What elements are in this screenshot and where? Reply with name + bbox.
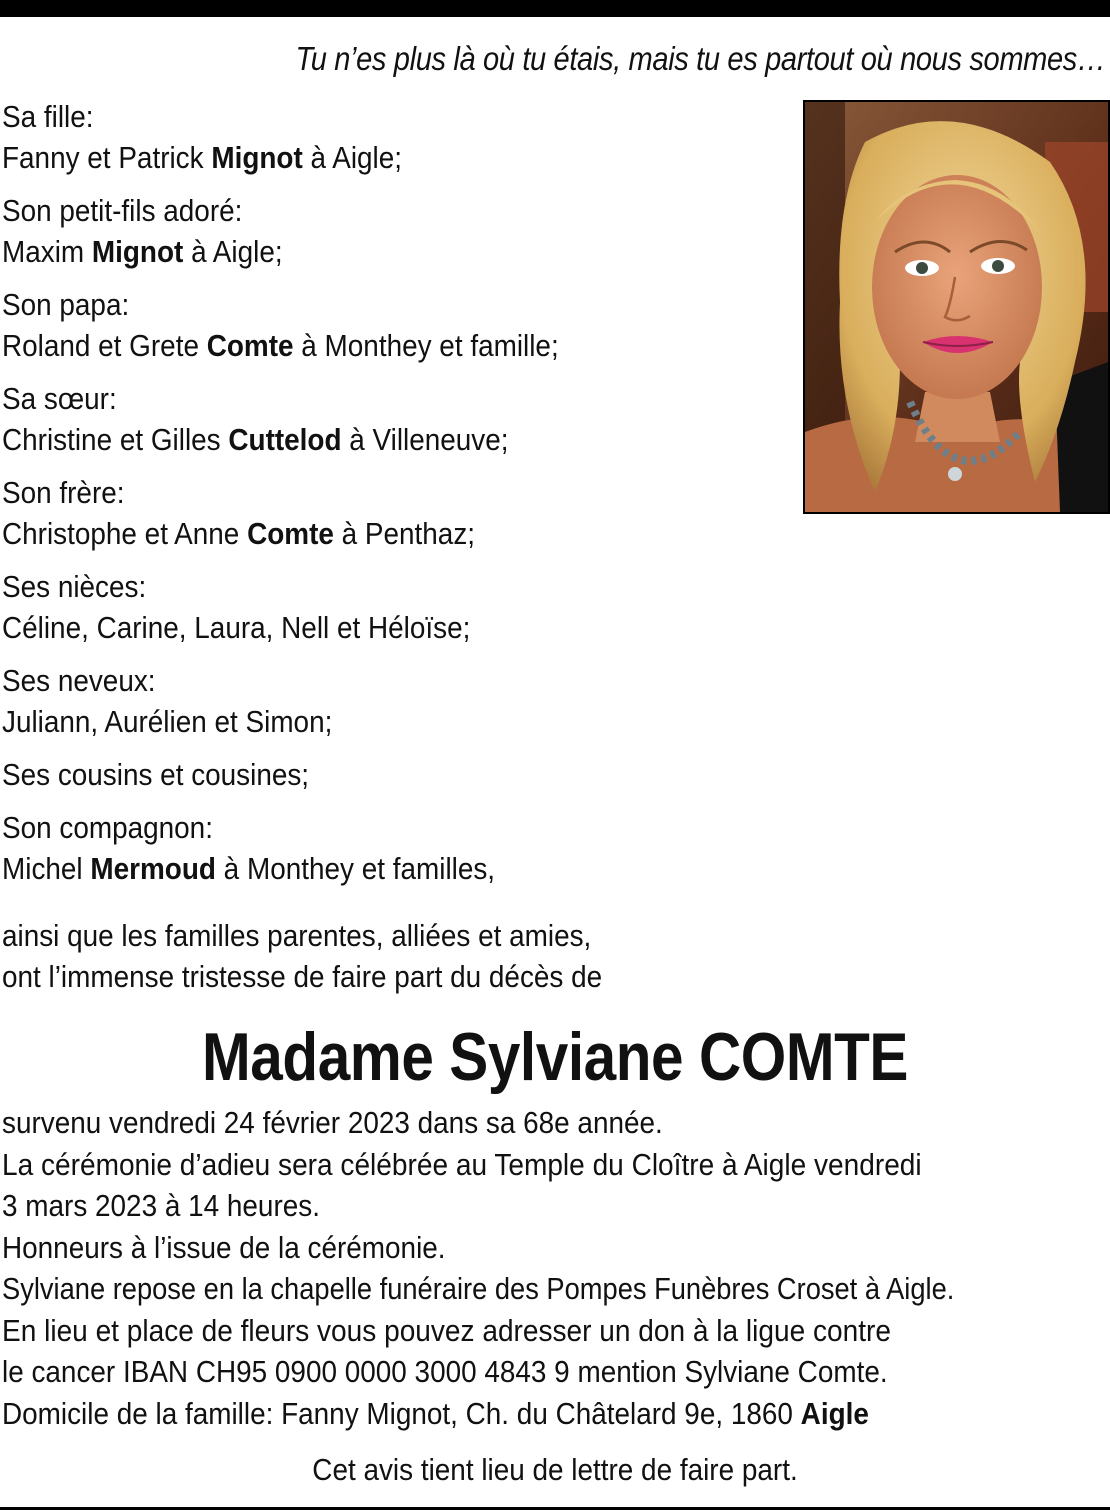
epigraph: Tu n’es plus là où tu étais, mais tu es partout où nous sommes… xyxy=(295,40,1106,77)
family-members-companion: Michel Mermoud à Monthey et familles, xyxy=(2,851,496,886)
family-group-daughter xyxy=(2,96,792,178)
family-role-father: Son papa: xyxy=(2,287,130,322)
closing-note: Cet avis tient lieu de lettre de faire part. xyxy=(312,1452,798,1487)
family-role-nieces: Ses nièces: xyxy=(2,569,147,604)
family-role-sister: Sa sœur: xyxy=(2,381,117,416)
family-group-companion xyxy=(2,807,792,889)
family-role-companion: Son compagnon: xyxy=(2,810,213,845)
family-members-nephews: Juliann, Aurélien et Simon; xyxy=(2,704,333,739)
family-group-nieces xyxy=(2,566,792,648)
details-line-8: Domicile de la famille: Fanny Mignot, Ch. du Châtelard 9e, 1860 Aigle xyxy=(2,1395,869,1431)
bottom-rule xyxy=(0,1507,1110,1510)
family-role-brother: Son frère: xyxy=(2,475,125,510)
details-line-1: survenu vendredi 24 février 2023 dans sa 68e année. xyxy=(2,1105,663,1140)
family-members-nieces: Céline, Carine, Laura, Nell et Héloïse; xyxy=(2,610,471,645)
portrait-image xyxy=(805,102,1108,512)
family-role-nephews: Ses neveux: xyxy=(2,663,156,698)
family-group-sister xyxy=(2,378,792,460)
family-role-cousins: Ses cousins et cousines; xyxy=(2,757,310,792)
family-group-father xyxy=(2,284,792,366)
ceremony-details xyxy=(2,1102,1108,1434)
details-line-6: En lieu et place de fleurs vous pouvez adresser un don à la ligue contre xyxy=(2,1312,891,1348)
details-line-7: le cancer IBAN CH95 0900 0000 3000 4843 9 mention Sylviane Comte. xyxy=(2,1354,888,1389)
family-group-brother xyxy=(2,472,792,554)
family-role-daughter: Sa fille: xyxy=(2,99,94,134)
family-members-sister: Christine et Gilles Cuttelod à Villeneuve; xyxy=(2,422,509,457)
family-members-grandson: Maxim Mignot à Aigle; xyxy=(2,234,283,269)
details-line-5: Sylviane repose en la chapelle funéraire des Pompes Funèbres Croset à Aigle. xyxy=(2,1271,955,1306)
family-group-grandson xyxy=(2,190,792,272)
family-members-brother: Christophe et Anne Comte à Penthaz; xyxy=(2,516,476,551)
family-members-father: Roland et Grete Comte à Monthey et famille; xyxy=(2,328,559,363)
intro-line-2: ont l’immense tristesse de faire part du décès de xyxy=(2,959,603,994)
family-members-daughter: Fanny et Patrick Mignot à Aigle; xyxy=(2,140,403,175)
details-line-2: La cérémonie d’adieu sera célébrée au Temple du Cloître à Aigle vendredi xyxy=(2,1146,922,1182)
details-line-4: Honneurs à l’issue de la cérémonie. xyxy=(2,1229,446,1265)
family-group-cousins xyxy=(2,754,792,795)
portrait-photo xyxy=(803,100,1110,514)
deceased-name: Madame Sylviane COMTE xyxy=(202,1019,908,1095)
family-list xyxy=(2,96,792,901)
announcement-intro xyxy=(2,915,669,997)
details-line-3: 3 mars 2023 à 14 heures. xyxy=(2,1188,320,1223)
top-rule xyxy=(0,0,1110,17)
family-group-nephews xyxy=(2,660,792,742)
intro-line-1: ainsi que les familles parentes, alliées et amies, xyxy=(2,918,592,953)
family-role-grandson: Son petit-fils adoré: xyxy=(2,193,243,228)
